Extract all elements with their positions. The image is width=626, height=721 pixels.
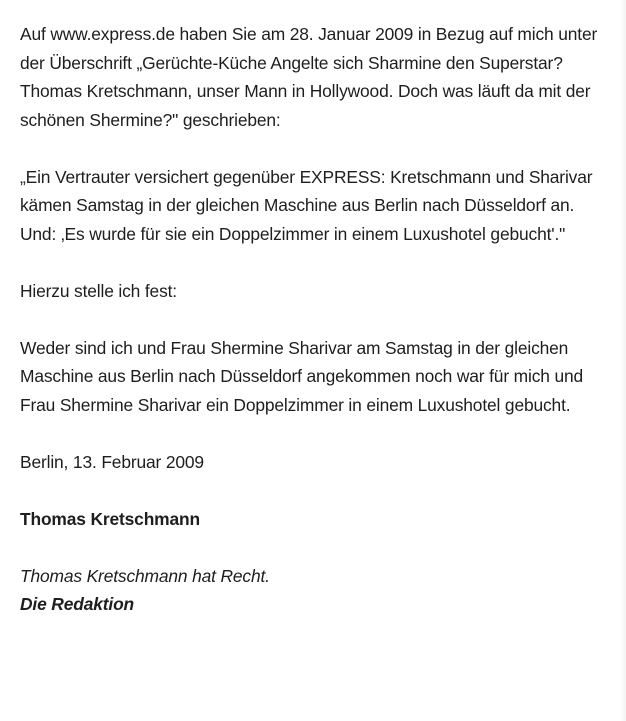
editor-signature: Die Redaktion: [20, 594, 135, 614]
signature: Thomas Kretschmann: [20, 508, 200, 529]
page-scroll-edge: [620, 0, 626, 721]
counterstatement-article: [20, 20, 600, 647]
paragraph-intro: Auf www.express.de haben Sie am 28. Januar 2009 in Bezug auf mich unter der Überschrift „Gerüchte-Küche Angelte sich Sharmine den Superstar? Thomas Kretschmann, unser Mann in Hollywood. Doch was läuft da mit der schönen Shermine?" geschrieben:: [20, 24, 598, 130]
paragraph-quote: „Ein Vertrauter versichert gegenüber EXPRESS: Kretschmann und Sharivar kämen Samstag in der gleichen Maschine aus Berlin nach Düsseldorf an. Und: ‚Es wurde für sie ein Doppelzimmer in einem Luxushotel gebucht'.": [20, 166, 593, 244]
paragraph-statement-lead: Hierzu stelle ich fest:: [20, 280, 177, 301]
paragraph-place-date: Berlin, 13. Februar 2009: [20, 451, 204, 472]
paragraph-correction: Weder sind ich und Frau Shermine Sharivar am Samstag in der gleichen Maschine aus Berlin nach Düsseldorf angekommen noch war für mich und Frau Shermine Sharivar ein Doppelzimmer in einem Luxushotel gebucht.: [20, 337, 584, 415]
editor-note: Thomas Kretschmann hat Recht.: [20, 565, 270, 586]
